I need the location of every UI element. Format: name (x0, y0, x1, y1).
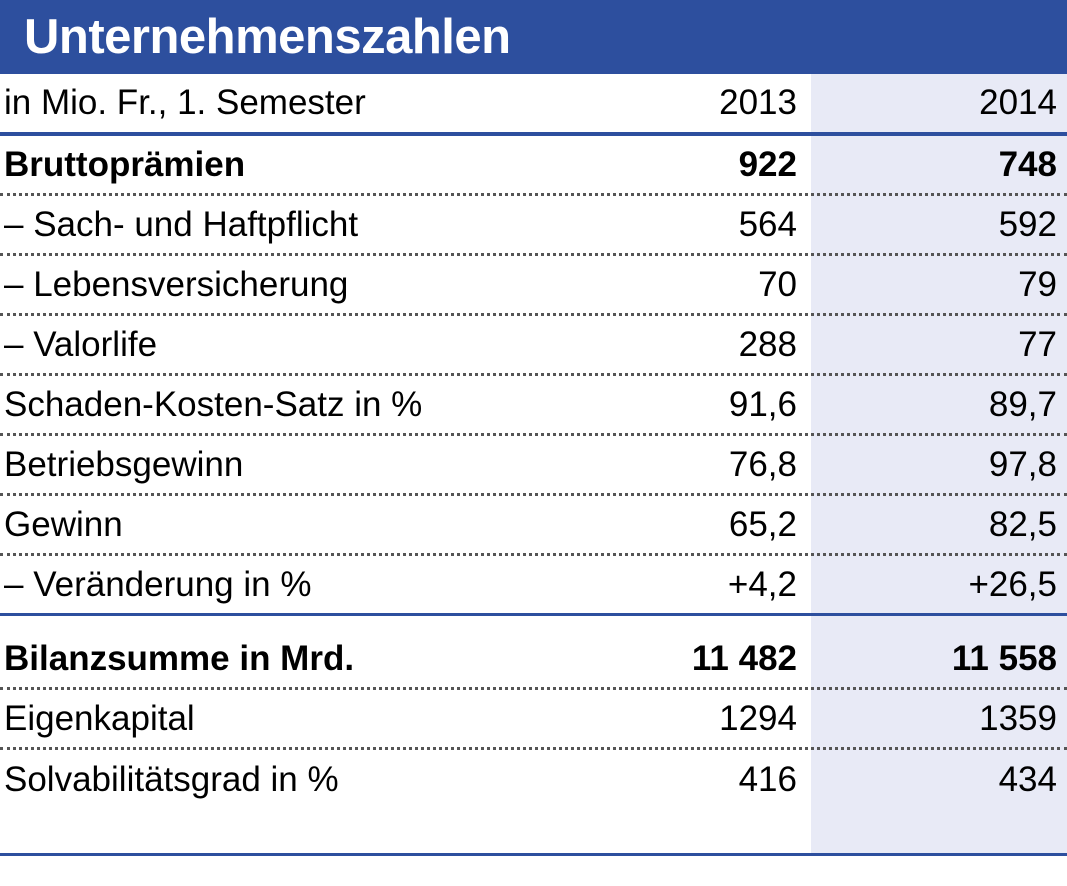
row-value-2014: 79 (1018, 264, 1057, 304)
page-title: Unternehmenszahlen (24, 9, 511, 64)
row-label: – Sach- und Haftpflicht (4, 204, 359, 244)
table-row (0, 136, 1067, 196)
column-header-year1: 2013 (719, 83, 797, 122)
row-value-2013: 416 (738, 760, 797, 799)
row-label: Eigenkapital (4, 698, 195, 738)
row-value-2014: 77 (1018, 324, 1057, 364)
row-label: Gewinn (4, 504, 123, 544)
table-body (0, 74, 1067, 810)
row-value-2013: 76,8 (728, 444, 797, 484)
row-value-2013: 91,6 (728, 384, 797, 424)
row-value-2014: 11 558 (951, 638, 1057, 678)
table-row (0, 556, 1067, 616)
row-value-2013: 70 (758, 264, 797, 304)
table-row (0, 376, 1067, 436)
section-gap (0, 616, 1067, 630)
row-value-2014: 592 (998, 204, 1057, 244)
row-value-2013: +4,2 (727, 564, 797, 604)
row-label: – Valorlife (4, 324, 158, 364)
row-value-2014: +26,5 (968, 564, 1057, 604)
row-label: Bilanzsumme in Mrd. (4, 638, 355, 678)
table-row (0, 630, 1067, 690)
table-row (0, 436, 1067, 496)
column-header-year2: 2014 (979, 83, 1057, 122)
row-label: Solvabilitätsgrad in % (4, 760, 339, 799)
table-row (0, 496, 1067, 556)
row-label: Schaden-Kosten-Satz in % (4, 384, 423, 424)
table-bottom-rule (0, 853, 1067, 856)
row-value-2013: 288 (738, 324, 797, 364)
table-header-row (0, 74, 1067, 136)
row-label: Betriebsgewinn (4, 444, 244, 484)
row-value-2014: 1359 (979, 698, 1057, 738)
column-header-label: in Mio. Fr., 1. Semester (4, 83, 366, 122)
row-value-2013: 11 482 (691, 638, 797, 678)
table-row (0, 750, 1067, 810)
row-value-2013: 65,2 (728, 504, 797, 544)
row-value-2014: 748 (998, 144, 1057, 184)
row-value-2013: 922 (738, 144, 797, 184)
row-value-2014: 82,5 (988, 504, 1057, 544)
row-value-2014: 89,7 (988, 384, 1057, 424)
row-value-2013: 1294 (719, 698, 797, 738)
table-row (0, 256, 1067, 316)
row-label: – Veränderung in % (4, 564, 312, 604)
table-row (0, 196, 1067, 256)
table-title-bar (0, 0, 1067, 74)
row-label: Bruttoprämien (4, 144, 246, 184)
row-value-2014: 97,8 (988, 444, 1057, 484)
table-row (0, 690, 1067, 750)
row-label: – Lebensversicherung (4, 264, 349, 304)
table-row (0, 316, 1067, 376)
row-value-2013: 564 (738, 204, 797, 244)
row-value-2014: 434 (998, 760, 1057, 799)
